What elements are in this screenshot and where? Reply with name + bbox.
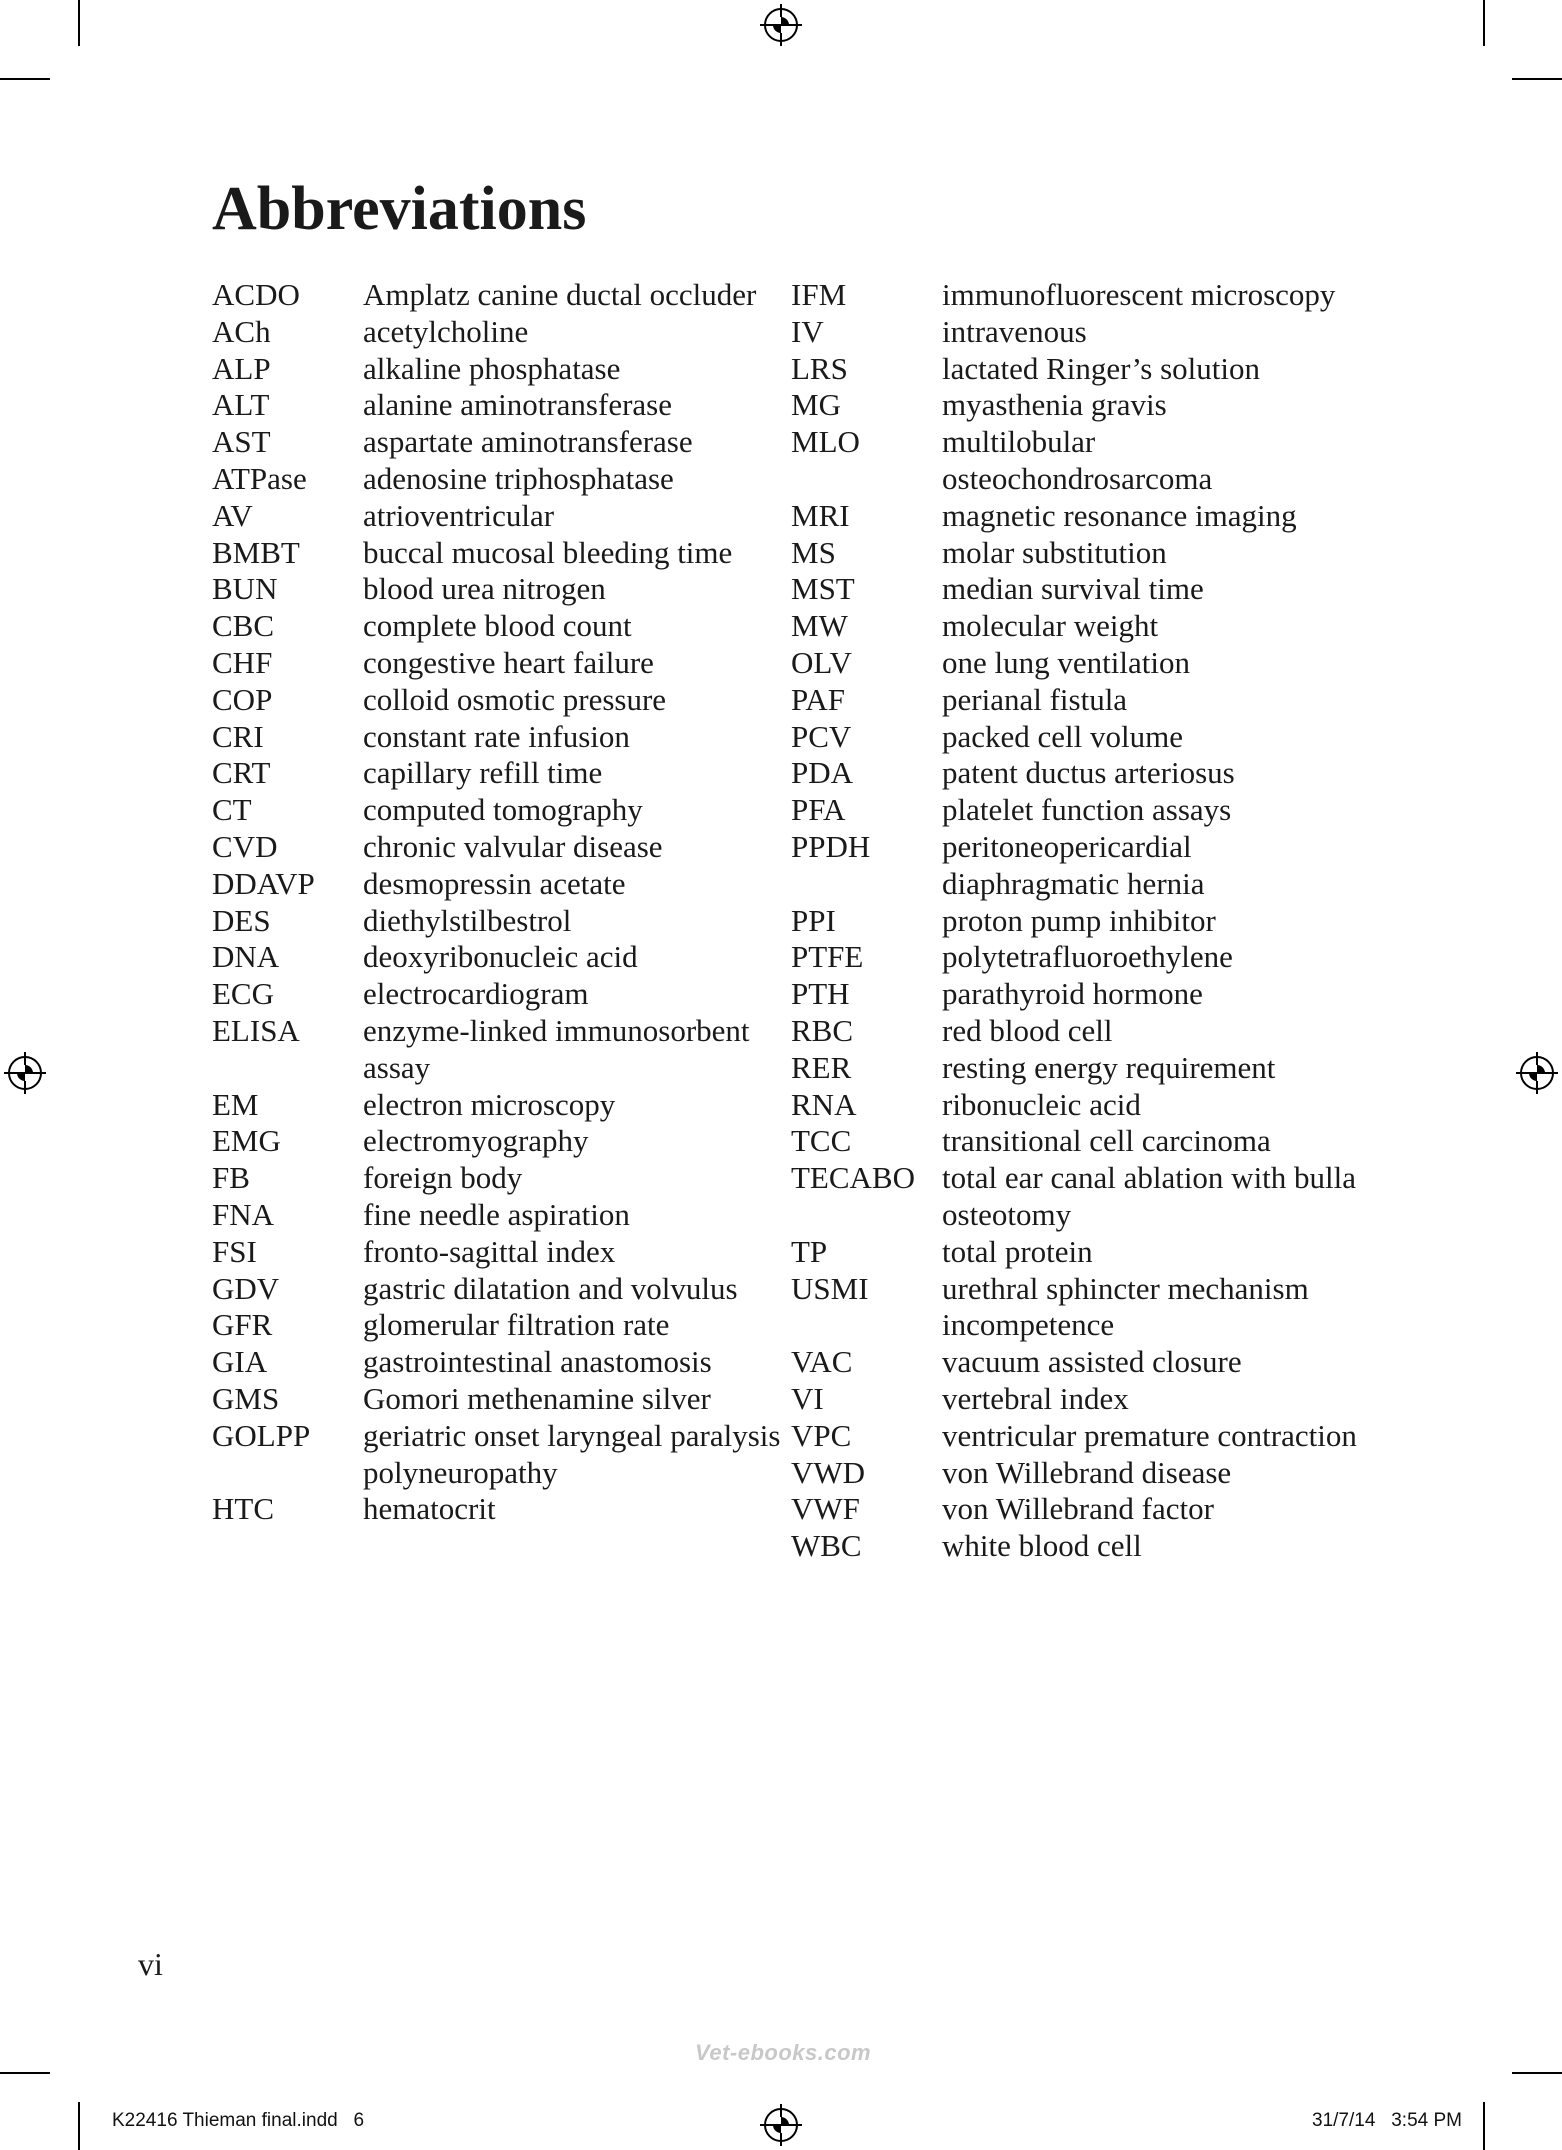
abbreviation: PDA	[791, 755, 854, 791]
abbreviation: TECABO	[791, 1160, 915, 1196]
abbreviation-term: multilobular osteochondrosarcoma	[942, 424, 1213, 496]
abbreviation-entry	[212, 719, 783, 756]
abbreviation: GDV	[212, 1270, 280, 1306]
abbreviation-entry	[212, 1197, 783, 1234]
abbreviation-entry	[791, 277, 1362, 314]
abbreviation-term: electromyography	[363, 1123, 589, 1159]
abbreviation-entry	[212, 1013, 783, 1087]
abbreviation-term: gastric dilatation and volvulus	[363, 1270, 738, 1306]
abbreviation: ATPase	[212, 460, 307, 496]
abbreviation-entry	[791, 571, 1362, 608]
abbreviation: HTC	[212, 1491, 274, 1527]
abbreviation: RER	[791, 1049, 852, 1085]
abbreviation-term: foreign body	[363, 1160, 523, 1196]
abbreviation: LRS	[791, 350, 848, 386]
abbreviation-term: geriatric onset laryngeal paralysis polyneuropathy	[363, 1417, 781, 1490]
abbreviation-term: complete blood count	[363, 608, 632, 644]
abbreviation: ACDO	[212, 277, 300, 312]
print-slug-file: K22416 Thieman final.indd 6	[112, 2110, 365, 2131]
abbreviation-list-left	[212, 277, 783, 1528]
abbreviation-term: deoxyribonucleic acid	[363, 939, 638, 975]
abbreviation: COP	[212, 681, 273, 717]
abbreviation-term: computed tomography	[363, 792, 643, 828]
abbreviation: MRI	[791, 497, 850, 533]
abbreviation-entry	[791, 1013, 1362, 1050]
abbreviation-entry	[212, 1087, 783, 1124]
abbreviation-entry	[212, 1491, 783, 1528]
abbreviation-term: molar substitution	[942, 534, 1167, 570]
abbreviation: RNA	[791, 1086, 857, 1122]
abbreviation-entry	[791, 1381, 1362, 1418]
abbreviation-entry	[791, 1528, 1362, 1565]
abbreviation: MS	[791, 534, 836, 570]
abbreviation-term: resting energy requirement	[942, 1049, 1276, 1085]
abbreviation-term: polytetrafluoroethylene	[942, 939, 1233, 975]
abbreviation: TCC	[791, 1123, 852, 1159]
abbreviation: IV	[791, 313, 824, 349]
abbreviation-term: enzyme-linked immunosorbent assay	[363, 1012, 750, 1085]
abbreviation-term: myasthenia gravis	[942, 387, 1167, 423]
abbreviation-term: electrocardiogram	[363, 976, 589, 1012]
abbreviation-term: transitional cell carcinoma	[942, 1123, 1271, 1159]
abbreviation-term: von Willebrand factor	[942, 1491, 1214, 1527]
abbreviation: VAC	[791, 1344, 853, 1380]
abbreviation-entry	[791, 1271, 1362, 1345]
abbreviation: VI	[791, 1380, 824, 1416]
abbreviation-term: median survival time	[942, 571, 1204, 607]
abbreviation: PFA	[791, 792, 846, 828]
abbreviation-entry	[791, 535, 1362, 572]
abbreviation-entry	[212, 1234, 783, 1271]
abbreviation-term: acetylcholine	[363, 313, 529, 349]
abbreviation: EM	[212, 1086, 259, 1122]
abbreviation: ALT	[212, 387, 270, 423]
abbreviation-entry	[212, 1271, 783, 1308]
abbreviation-entry	[212, 424, 783, 461]
abbreviation: CHF	[212, 644, 273, 680]
abbreviation-term: proton pump inhibitor	[942, 902, 1216, 938]
abbreviation-entry	[212, 1344, 783, 1381]
abbreviation-entry	[791, 792, 1362, 829]
abbreviation-entry	[212, 535, 783, 572]
abbreviation-entry	[791, 755, 1362, 792]
abbreviation: MG	[791, 387, 841, 423]
registration-mark-icon	[764, 2108, 798, 2142]
abbreviation-term: blood urea nitrogen	[363, 571, 606, 607]
abbreviation: ELISA	[212, 1012, 300, 1048]
abbreviation-entry	[791, 1050, 1362, 1087]
abbreviation-entry	[791, 351, 1362, 388]
abbreviation-entry	[212, 461, 783, 498]
abbreviation-term: adenosine triphosphatase	[363, 460, 674, 496]
crop-mark	[1483, 2102, 1485, 2150]
abbreviation-term: perianal fistula	[942, 681, 1128, 717]
abbreviation-entry	[212, 608, 783, 645]
abbreviation-term: patent ductus arteriosus	[942, 755, 1235, 791]
abbreviation-entry	[791, 829, 1362, 903]
abbreviation-term: constant rate infusion	[363, 718, 630, 754]
abbreviation-entry	[791, 498, 1362, 535]
abbreviation: CBC	[212, 608, 275, 644]
abbreviation-term: total ear canal ablation with bulla osteotomy	[942, 1160, 1357, 1232]
abbreviation-entry	[212, 829, 783, 866]
abbreviation-term: Amplatz canine ductal occluder	[363, 277, 757, 312]
abbreviation-term: atrioventricular	[363, 497, 555, 533]
abbreviation-term: peritoneopericardial diaphragmatic hernia	[942, 828, 1205, 901]
abbreviation: PTH	[791, 976, 850, 1012]
abbreviation-list-right	[791, 277, 1362, 1565]
abbreviation: VWF	[791, 1491, 860, 1527]
abbreviation: EMG	[212, 1123, 281, 1159]
abbreviation: GMS	[212, 1380, 280, 1416]
abbreviation-term: von Willebrand disease	[942, 1454, 1232, 1490]
abbreviation: RBC	[791, 1012, 854, 1048]
abbreviation: CT	[212, 792, 252, 828]
abbreviation: ECG	[212, 976, 274, 1012]
abbreviation: WBC	[791, 1528, 862, 1564]
abbreviation-entry	[791, 939, 1362, 976]
abbreviation-entry	[791, 1234, 1362, 1271]
abbreviation-entry	[791, 903, 1362, 940]
abbreviation: ALP	[212, 350, 271, 386]
print-slug-date: 31/7/14 3:54 PM	[1312, 2110, 1462, 2131]
abbreviation-term: gastrointestinal anastomosis	[363, 1344, 712, 1380]
abbreviation: MLO	[791, 424, 860, 460]
abbreviation: MW	[791, 608, 848, 644]
abbreviation-entry	[791, 719, 1362, 756]
abbreviation-term: alkaline phosphatase	[363, 350, 621, 386]
abbreviation: USMI	[791, 1270, 869, 1306]
abbreviation-entry	[212, 387, 783, 424]
abbreviation-entry	[791, 314, 1362, 351]
crop-mark	[78, 0, 80, 46]
abbreviation-term: molecular weight	[942, 608, 1159, 644]
abbreviation: ACh	[212, 313, 271, 349]
abbreviation-entry	[791, 1418, 1362, 1455]
abbreviation: GFR	[212, 1307, 273, 1343]
abbreviation-term: one lung ventilation	[942, 644, 1190, 680]
crop-mark	[1483, 0, 1485, 46]
abbreviation: VWD	[791, 1454, 866, 1490]
abbreviation-entry	[212, 1123, 783, 1160]
abbreviation: IFM	[791, 277, 847, 312]
abbreviation-term: alanine aminotransferase	[363, 387, 672, 423]
abbreviation-term: packed cell volume	[942, 718, 1184, 754]
crop-mark	[0, 78, 50, 80]
abbreviation-entry	[212, 792, 783, 829]
abbreviation-entry	[212, 314, 783, 351]
abbreviation-entry	[791, 424, 1362, 498]
abbreviation: AST	[212, 424, 271, 460]
abbreviation-entry	[212, 866, 783, 903]
abbreviation-term: magnetic resonance imaging	[942, 497, 1297, 533]
abbreviation-term: parathyroid hormone	[942, 976, 1203, 1012]
abbreviation: PCV	[791, 718, 852, 754]
abbreviation-term: fine needle aspiration	[363, 1196, 630, 1232]
abbreviation: FNA	[212, 1196, 275, 1232]
abbreviation-term: white blood cell	[942, 1528, 1142, 1564]
abbreviation-entry	[212, 682, 783, 719]
abbreviation-term: vertebral index	[942, 1380, 1129, 1416]
abbreviation-term: hematocrit	[363, 1491, 496, 1527]
abbreviation-term: lactated Ringer’s solution	[942, 350, 1260, 386]
abbreviation-term: red blood cell	[942, 1012, 1113, 1048]
abbreviation-term: colloid osmotic pressure	[363, 681, 667, 717]
abbreviation-entry	[791, 608, 1362, 645]
abbreviation-term: vacuum assisted closure	[942, 1344, 1242, 1380]
abbreviation-term: ventricular premature contraction	[942, 1417, 1357, 1453]
abbreviation-entry	[791, 1491, 1362, 1528]
abbreviation-entry	[212, 645, 783, 682]
crop-mark	[0, 2072, 50, 2074]
abbreviation-term: capillary refill time	[363, 755, 603, 791]
abbreviation: PTFE	[791, 939, 864, 975]
abbreviation-entry	[791, 1344, 1362, 1381]
abbreviation-entry	[212, 571, 783, 608]
abbreviation: FB	[212, 1160, 250, 1196]
abbreviation: PPI	[791, 902, 836, 938]
abbreviation-entry	[212, 939, 783, 976]
abbreviation-term: ribonucleic acid	[942, 1086, 1141, 1122]
abbreviation: PPDH	[791, 828, 871, 864]
abbreviation-term: fronto-sagittal index	[363, 1233, 616, 1269]
abbreviation-term: chronic valvular disease	[363, 828, 663, 864]
abbreviation: CRT	[212, 755, 271, 791]
abbreviation-term: desmopressin acetate	[363, 865, 626, 901]
abbreviation-term: total protein	[942, 1233, 1093, 1269]
abbreviation-entry	[212, 903, 783, 940]
abbreviation-entry	[791, 976, 1362, 1013]
abbreviation: VPC	[791, 1417, 852, 1453]
abbreviation-term: electron microscopy	[363, 1086, 616, 1122]
abbreviation-term: glomerular filtration rate	[363, 1307, 670, 1343]
abbreviation-term: immunofluorescent microscopy	[942, 277, 1336, 312]
crop-mark	[78, 2102, 80, 2150]
abbreviation: CRI	[212, 718, 264, 754]
abbreviation-entry	[791, 1160, 1362, 1234]
abbreviation: DDAVP	[212, 865, 315, 901]
abbreviation: GIA	[212, 1344, 268, 1380]
abbreviation-entry	[791, 1123, 1362, 1160]
abbreviation-term: platelet function assays	[942, 792, 1232, 828]
abbreviation-entry	[791, 682, 1362, 719]
abbreviation-entry	[212, 277, 783, 314]
abbreviation: CVD	[212, 828, 278, 864]
abbreviation: PAF	[791, 681, 846, 717]
abbreviation: BUN	[212, 571, 278, 607]
abbreviation-entry	[212, 351, 783, 388]
abbreviation: OLV	[791, 644, 852, 680]
abbreviation-entry	[791, 1087, 1362, 1124]
abbreviation-entry	[212, 1307, 783, 1344]
abbreviation-entry	[212, 1160, 783, 1197]
abbreviation: DNA	[212, 939, 280, 975]
crop-mark	[1512, 78, 1562, 80]
crop-mark	[1512, 2072, 1562, 2074]
abbreviation-entry	[212, 498, 783, 535]
registration-mark-icon	[8, 1056, 42, 1090]
registration-mark-icon	[764, 8, 798, 42]
abbreviation-entry	[791, 1455, 1362, 1492]
abbreviation-term: Gomori methenamine silver	[363, 1380, 711, 1416]
abbreviation: TP	[791, 1233, 828, 1269]
abbreviation: DES	[212, 902, 271, 938]
abbreviation-term: diethylstilbestrol	[363, 902, 572, 938]
abbreviation-entry	[791, 645, 1362, 682]
watermark: Vet-ebooks.com	[695, 2040, 872, 2065]
abbreviation-entry	[212, 755, 783, 792]
abbreviation-entry	[212, 1418, 783, 1492]
abbreviation-term: congestive heart failure	[363, 644, 654, 680]
abbreviation: FSI	[212, 1233, 257, 1269]
page-title: Abbreviations	[212, 175, 587, 243]
abbreviation: BMBT	[212, 534, 300, 570]
abbreviation: MST	[791, 571, 855, 607]
page-number: vi	[138, 1946, 163, 1982]
abbreviation-term: urethral sphincter mechanism incompetence	[942, 1270, 1309, 1343]
abbreviation-entry	[212, 976, 783, 1013]
abbreviation: GOLPP	[212, 1417, 311, 1453]
registration-mark-icon	[1520, 1056, 1554, 1090]
abbreviation-entry	[212, 1381, 783, 1418]
abbreviation: AV	[212, 497, 253, 533]
abbreviation-term: intravenous	[942, 313, 1087, 349]
abbreviation-term: buccal mucosal bleeding time	[363, 534, 733, 570]
abbreviation-entry	[791, 387, 1362, 424]
abbreviation-term: aspartate aminotransferase	[363, 424, 693, 460]
